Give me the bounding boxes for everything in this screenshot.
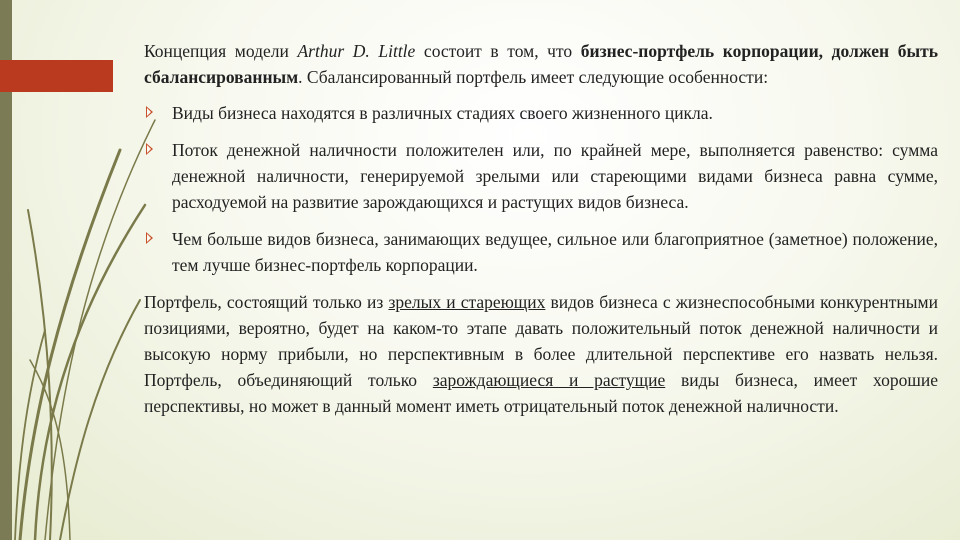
bullet-text: Поток денежной наличности положителен или, по крайней мере, выполняется равенство: сумма денежной наличности, генерируемой зрелыми или стареющими видами бизнеса равна сумме, расходуемой на развитие зарождающихся и растущих видов бизнеса. bbox=[172, 140, 938, 212]
intro-text: , bbox=[818, 41, 832, 61]
intro-model-name: Arthur D. Little bbox=[297, 41, 416, 61]
conclusion-paragraph bbox=[144, 289, 938, 419]
underlined-term: зарождающиеся и растущие bbox=[432, 370, 666, 390]
intro-emphasis: должен быть сбалансированным bbox=[144, 41, 939, 87]
intro-text: Концепция модели bbox=[144, 41, 298, 61]
bullet-arrow-icon bbox=[146, 143, 153, 155]
intro-text: состоит в том, что bbox=[415, 41, 581, 61]
underlined-term: зрелых и стареющих bbox=[388, 292, 546, 312]
intro-text: . Сбалансированный портфель имеет следующие особенности: bbox=[298, 67, 769, 87]
bullet-arrow-icon bbox=[146, 232, 153, 244]
conclusion-text: Портфель, состоящий только из bbox=[144, 292, 389, 312]
bullet-text: Чем больше видов бизнеса, занимающих ведущее, сильное или благоприятное (заметное) положение, тем лучше бизнес-портфель корпорации. bbox=[172, 229, 938, 275]
intro-emphasis: бизнес-портфель корпорации bbox=[580, 41, 819, 61]
conclusion-text: виды бизнеса, имеет хорошие перспективы, но может в данный момент иметь отрицательный поток денежной наличности. bbox=[144, 370, 938, 416]
intro-paragraph bbox=[144, 38, 938, 90]
conclusion-text: видов бизнеса с жизнеспособными конкурентными позициями, вероятно, будет на каком-то этапе давать положительный поток денежной наличности и высокую норму прибыли, но перспективным в более длительной перспективе его назвать нельзя. Портфель, объединяющий только bbox=[144, 292, 938, 390]
bullet-item bbox=[144, 226, 938, 278]
slide-content bbox=[144, 38, 938, 429]
bullet-text: Виды бизнеса находятся в различных стадиях своего жизненного цикла. bbox=[172, 103, 713, 123]
bullet-item bbox=[144, 100, 938, 126]
bullet-arrow-icon bbox=[146, 106, 153, 118]
bullet-item bbox=[144, 137, 938, 215]
accent-bar bbox=[0, 60, 113, 92]
